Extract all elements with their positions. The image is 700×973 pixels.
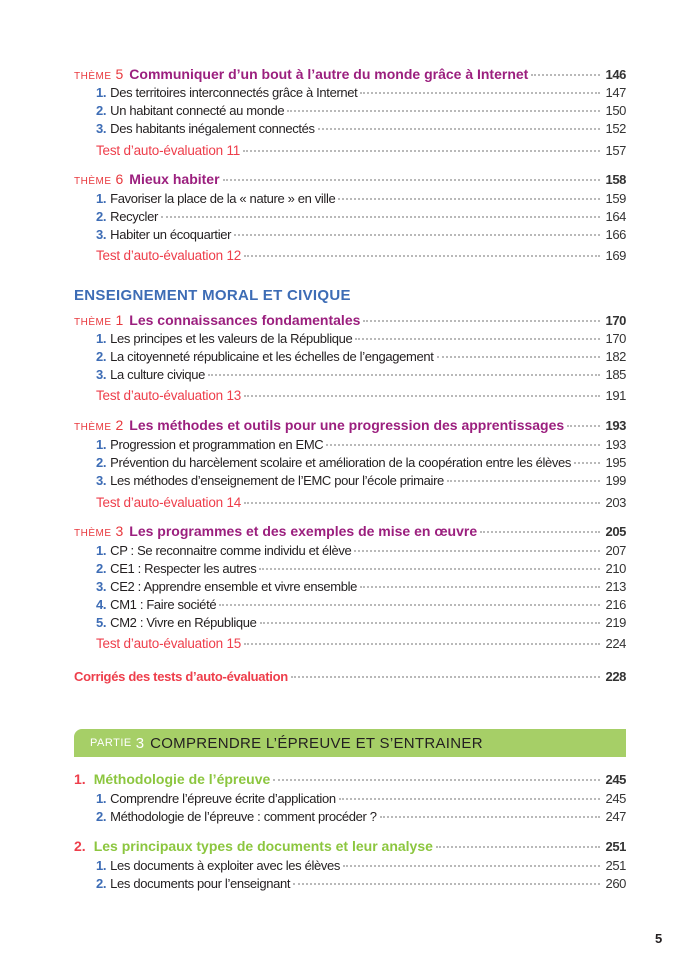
toc-entry-item[interactable] xyxy=(96,331,626,349)
entry-page-number: 147 xyxy=(605,85,626,100)
entry-label-group xyxy=(74,417,564,433)
toc-entry-test[interactable] xyxy=(96,248,626,266)
item-number: 2. xyxy=(96,876,107,891)
toc-entry-item[interactable] xyxy=(96,209,626,227)
dot-leader xyxy=(259,568,599,570)
toc-entry-theme[interactable] xyxy=(74,66,626,84)
toc-entry-theme[interactable] xyxy=(74,171,626,189)
dot-leader xyxy=(338,198,599,200)
entry-label-group xyxy=(96,437,323,452)
entry-page-number: 205 xyxy=(605,524,626,539)
entry-title: Les connaissances fondamentales xyxy=(129,312,361,328)
theme-tag: THÈME xyxy=(74,317,112,328)
toc-entry-item[interactable] xyxy=(96,121,626,139)
entry-page-number: 182 xyxy=(605,349,626,364)
entry-page-number: 152 xyxy=(605,121,626,136)
entry-page-number: 157 xyxy=(605,143,626,158)
toc-entry-item[interactable] xyxy=(96,858,626,876)
dot-leader xyxy=(574,462,599,464)
entry-title: Test d’auto-évaluation 14 xyxy=(96,495,242,510)
part-banner xyxy=(74,729,626,757)
dot-leader xyxy=(287,110,599,112)
dot-leader xyxy=(354,550,599,552)
dot-leader xyxy=(223,179,600,181)
entry-label-group xyxy=(96,597,216,612)
entry-title: Corrigés des tests d’auto-évaluation xyxy=(74,669,288,684)
entry-page-number: 213 xyxy=(605,579,626,594)
entry-page-number: 260 xyxy=(605,876,626,891)
entry-label-group xyxy=(96,543,351,558)
dot-leader xyxy=(343,865,599,867)
entry-label-group xyxy=(96,85,357,100)
theme-number: 2 xyxy=(115,417,124,433)
entry-label-group xyxy=(96,579,357,594)
entry-title: Les principes et les valeurs de la République xyxy=(110,331,353,346)
entry-title: La culture civique xyxy=(110,367,206,382)
entry-label-group xyxy=(96,331,352,346)
toc-entry-item[interactable] xyxy=(96,349,626,367)
dot-leader xyxy=(360,586,599,588)
dot-leader xyxy=(161,216,600,218)
entry-label-group xyxy=(96,209,158,224)
dot-leader xyxy=(244,255,599,257)
entry-title: Progression et programmation en EMC xyxy=(110,437,324,452)
entry-label-group xyxy=(74,669,288,684)
theme-tag: THÈME xyxy=(74,528,112,539)
dot-leader xyxy=(531,74,599,76)
toc-entry-theme[interactable] xyxy=(74,312,626,330)
entry-title: CM1 : Faire société xyxy=(110,597,217,612)
dot-leader xyxy=(318,128,600,130)
entry-label-group xyxy=(96,561,256,576)
dot-leader xyxy=(339,798,600,800)
toc-entry-corr[interactable] xyxy=(74,669,626,687)
toc-entry-item[interactable] xyxy=(96,85,626,103)
toc-entry-item[interactable] xyxy=(96,473,626,491)
toc-entry-item[interactable] xyxy=(96,561,626,579)
item-number: 3. xyxy=(96,473,107,488)
theme-tag: THÈME xyxy=(74,422,112,433)
entry-title: Méthodologie de l’épreuve : comment procéder ? xyxy=(110,809,377,824)
item-number: 1. xyxy=(96,543,107,558)
entry-page-number: 170 xyxy=(605,313,626,328)
theme-number: 6 xyxy=(115,171,124,187)
toc-entry-item[interactable] xyxy=(96,791,626,809)
entry-label-group xyxy=(96,103,284,118)
part-tag: PARTIE xyxy=(90,737,132,749)
entry-page-number: 224 xyxy=(605,636,626,651)
section-heading: ENSEIGNEMENT MORAL ET CIVIQUE xyxy=(74,287,351,304)
entry-label-group xyxy=(96,349,434,364)
entry-title: CP : Se reconnaitre comme individu et élève xyxy=(110,543,352,558)
item-number: 4. xyxy=(96,597,107,612)
entry-label-group xyxy=(96,121,315,136)
entry-page-number: 228 xyxy=(605,669,626,684)
dot-leader xyxy=(480,531,599,533)
item-number: 3. xyxy=(96,227,107,242)
entry-title: Favoriser la place de la « nature » en ville xyxy=(110,191,336,206)
entry-title: Test d’auto-évaluation 12 xyxy=(96,248,242,263)
entry-title: Prévention du harcèlement scolaire et amélioration de la coopération entre les élèves xyxy=(110,455,572,470)
entry-page-number: 159 xyxy=(605,191,626,206)
entry-title: La citoyenneté républicaine et les échelles de l’engagement xyxy=(110,349,434,364)
entry-label-group xyxy=(96,191,335,206)
dot-leader xyxy=(380,816,600,818)
toc-entry-theme[interactable] xyxy=(74,523,626,541)
entry-title: CE1 : Respecter les autres xyxy=(110,561,257,576)
item-number: 5. xyxy=(96,615,107,630)
toc-entry-item[interactable] xyxy=(96,876,626,894)
item-number: 3. xyxy=(96,367,107,382)
entry-page-number: 170 xyxy=(605,331,626,346)
entry-page-number: 245 xyxy=(605,791,626,806)
item-number: 2. xyxy=(96,349,107,364)
entry-label-group xyxy=(74,312,360,328)
entry-label-group xyxy=(96,858,340,873)
entry-title: Les méthodes d’enseignement de l’EMC pour l’école primaire xyxy=(110,473,444,488)
entry-page-number: 247 xyxy=(605,809,626,824)
theme-number: 5 xyxy=(115,66,124,82)
toc-entry-item[interactable] xyxy=(96,543,626,561)
part-title: COMPRENDRE L’ÉPREUVE ET S’ENTRAINER xyxy=(150,734,483,752)
entry-title: Les principaux types de documents et leur analyse xyxy=(93,838,433,854)
entry-title: CE2 : Apprendre ensemble et vivre ensemble xyxy=(110,579,358,594)
entry-title: Des territoires interconnectés grâce à Internet xyxy=(110,85,358,100)
entry-page-number: 166 xyxy=(605,227,626,242)
theme-number: 1 xyxy=(115,312,124,328)
toc-entry-item[interactable] xyxy=(96,191,626,209)
entry-label-group xyxy=(96,495,241,510)
item-number: 3. xyxy=(96,121,107,136)
dot-leader xyxy=(208,374,599,376)
entry-page-number: 193 xyxy=(605,418,626,433)
toc-entry-test[interactable] xyxy=(96,143,626,161)
toc-entry-theme[interactable] xyxy=(74,417,626,435)
toc-entry-item[interactable] xyxy=(96,103,626,121)
entry-label-group xyxy=(74,838,433,854)
dot-leader xyxy=(363,320,599,322)
item-number: 1. xyxy=(96,858,107,873)
entry-title: Test d’auto-évaluation 11 xyxy=(96,143,241,158)
item-number: 2. xyxy=(96,561,107,576)
dot-leader xyxy=(244,643,599,645)
dot-leader xyxy=(360,92,599,94)
dot-leader xyxy=(447,480,600,482)
entry-page-number: 158 xyxy=(605,172,626,187)
item-number: 2. xyxy=(96,455,107,470)
dot-leader xyxy=(244,395,599,397)
entry-label-group xyxy=(96,809,377,824)
entry-label-group xyxy=(74,771,270,787)
dot-leader xyxy=(244,502,599,504)
theme-tag: THÈME xyxy=(74,176,112,187)
entry-title: Méthodologie de l’épreuve xyxy=(93,771,271,787)
entry-page-number: 199 xyxy=(605,473,626,488)
item-number: 1. xyxy=(96,85,107,100)
dot-leader xyxy=(293,883,599,885)
dot-leader xyxy=(243,150,599,152)
toc-entry-item[interactable] xyxy=(96,809,626,827)
entry-label-group xyxy=(96,791,336,806)
dot-leader xyxy=(326,444,599,446)
toc-entry-part[interactable] xyxy=(74,838,626,856)
entry-title: Les méthodes et outils pour une progression des apprentissages xyxy=(129,417,565,433)
entry-label-group xyxy=(96,455,571,470)
entry-page-number: 251 xyxy=(605,858,626,873)
dot-leader xyxy=(567,425,599,427)
entry-label-group xyxy=(96,143,240,158)
toc-entry-test[interactable] xyxy=(96,636,626,654)
entry-page-number: 193 xyxy=(605,437,626,452)
theme-tag: THÈME xyxy=(74,71,112,82)
entry-page-number: 185 xyxy=(605,367,626,382)
entry-label-group xyxy=(74,171,220,187)
entry-label-group xyxy=(96,876,290,891)
entry-title: Mieux habiter xyxy=(129,171,220,187)
item-number: 1. xyxy=(96,791,107,806)
entry-title: Recycler xyxy=(110,209,158,224)
entry-label-group xyxy=(74,523,477,539)
entry-page-number: 150 xyxy=(605,103,626,118)
toc-entry-item[interactable] xyxy=(96,367,626,385)
dot-leader xyxy=(437,356,600,358)
entry-title: Les documents à exploiter avec les élèves xyxy=(110,858,341,873)
entry-page-number: 169 xyxy=(605,248,626,263)
entry-label-group xyxy=(96,615,257,630)
entry-title: Communiquer d’un bout à l’autre du monde grâce à Internet xyxy=(129,66,529,82)
dot-leader xyxy=(291,676,600,678)
entry-label-group xyxy=(96,388,241,403)
toc-entry-part[interactable] xyxy=(74,771,626,789)
page-number: 5 xyxy=(655,931,663,946)
toc-entry-test[interactable] xyxy=(96,495,626,513)
entry-page-number: 207 xyxy=(605,543,626,558)
theme-number: 3 xyxy=(115,523,124,539)
entry-page-number: 146 xyxy=(605,67,626,82)
entry-title: CM2 : Vivre en République xyxy=(110,615,257,630)
entry-label-group xyxy=(74,66,528,82)
entry-page-number: 245 xyxy=(605,772,626,787)
entry-page-number: 219 xyxy=(605,615,626,630)
entry-page-number: 195 xyxy=(605,455,626,470)
entry-label-group xyxy=(96,473,444,488)
dot-leader xyxy=(219,604,599,606)
dot-leader xyxy=(355,338,599,340)
item-number: 1. xyxy=(96,437,107,452)
entry-label-group xyxy=(96,248,241,263)
item-number: 2. xyxy=(96,103,107,118)
entry-title: Les programmes et des exemples de mise en œuvre xyxy=(129,523,478,539)
dot-leader xyxy=(436,846,600,848)
entry-page-number: 251 xyxy=(605,839,626,854)
part-number: 2. xyxy=(74,838,86,854)
toc-entry-item[interactable] xyxy=(96,455,626,473)
item-number: 2. xyxy=(96,809,107,824)
entry-title: Un habitant connecté au monde xyxy=(110,103,285,118)
entry-label-group xyxy=(96,636,241,651)
dot-leader xyxy=(234,234,599,236)
entry-title: Habiter un écoquartier xyxy=(110,227,232,242)
entry-title: Des habitants inégalement connectés xyxy=(110,121,315,136)
item-number: 1. xyxy=(96,331,107,346)
item-number: 3. xyxy=(96,579,107,594)
toc-entry-item[interactable] xyxy=(96,579,626,597)
entry-page-number: 203 xyxy=(605,495,626,510)
entry-title: Les documents pour l’enseignant xyxy=(110,876,291,891)
part-number: 1. xyxy=(74,771,86,787)
entry-title: Comprendre l’épreuve écrite d’application xyxy=(110,791,336,806)
entry-page-number: 210 xyxy=(605,561,626,576)
entry-page-number: 216 xyxy=(605,597,626,612)
entry-label-group xyxy=(96,227,231,242)
item-number: 1. xyxy=(96,191,107,206)
toc-entry-item[interactable] xyxy=(96,227,626,245)
entry-label-group xyxy=(96,367,205,382)
toc-entry-item[interactable] xyxy=(96,615,626,633)
entry-title: Test d’auto-évaluation 15 xyxy=(96,636,242,651)
dot-leader xyxy=(260,622,600,624)
dot-leader xyxy=(273,779,599,781)
toc-entry-item[interactable] xyxy=(96,437,626,455)
entry-title: Test d’auto-évaluation 13 xyxy=(96,388,242,403)
entry-page-number: 164 xyxy=(605,209,626,224)
part-number: 3 xyxy=(135,734,145,752)
item-number: 2. xyxy=(96,209,107,224)
toc-entry-item[interactable] xyxy=(96,597,626,615)
toc-entry-test[interactable] xyxy=(96,388,626,406)
entry-page-number: 191 xyxy=(605,388,626,403)
